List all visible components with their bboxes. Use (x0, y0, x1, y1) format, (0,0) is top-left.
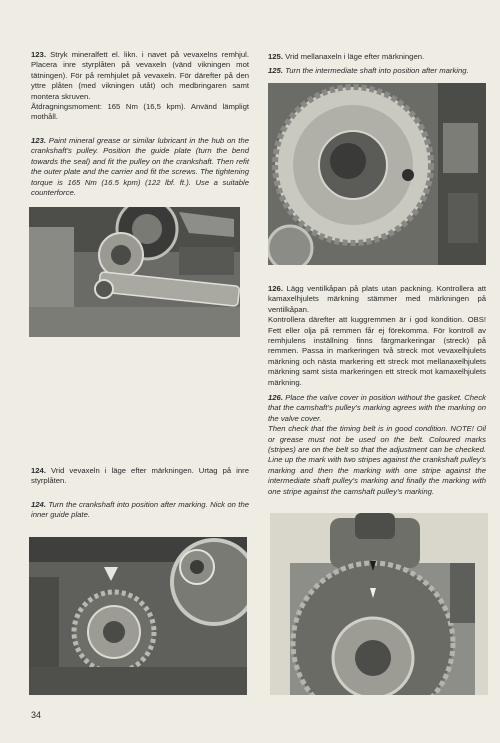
step-126-en-body-2: Then check that the timing belt is in good condition. NOTE! Oil or grease must not be used on the belt. Coloured marks (stripes) are on the belt so that the adjustment can be checked. Line up the mark with two stripes against the crankshaft pulley’s marking and then the marking with one stripe against the intermediate shaft pulley’s marking and finally the marking with one stripe against the camshaft pulley’s marking. (268, 424, 486, 496)
step-125-en-number: 125. (268, 66, 283, 75)
step-124-en-body: Turn the crankshaft into position after marking. Nick on the inner guide plate. (31, 500, 249, 520)
step-124-english (31, 500, 249, 521)
page-number: 34 (31, 710, 42, 720)
step-124-swedish (31, 466, 249, 487)
step-126-en-body: Place the valve cover in position without the gasket. Check that the camshaft’s pulley’s marking agrees with the marking on the valve cover. (268, 393, 487, 423)
step-123-swedish (31, 50, 249, 123)
step-124-number: 124. (31, 466, 46, 475)
step-123-en-number: 123. (31, 136, 46, 145)
step-125-sv-body: Vrid mellanaxeln i läge efter märkningen. (285, 52, 425, 61)
step-124-en-number: 124. (31, 500, 46, 509)
step-126-sv-body: Lägg ventilkåpan på plats utan packning. Kontrollera att kamaxelhjulets märkning stämmer med märkningen på ventilkåpan. (268, 284, 487, 314)
step-125-english (268, 66, 486, 76)
step-126-en-number: 126. (268, 393, 283, 402)
step-126-sv-body-2: Kontrollera därefter att kuggremmen är i god kondition. OBS! Fett eller olja på remmen får ej förekomma. För kontroll av remhjulens inställning finns färgmarkeringar (streck) på remmen. Passa in markeringen två streck mot vevaxelhjulets märkning och nästa markering ett streck mot mellanaxelhjulets märkning samt sista markeringen ett streck mot kamaxelhjulets märkning. (268, 315, 486, 387)
photo-crankshaft-marking (29, 537, 247, 695)
photo-crankshaft-pulley-tool (29, 207, 240, 337)
step-125-number: 125. (268, 52, 283, 61)
step-125-en-body: Turn the intermediate shaft into position after marking. (285, 66, 469, 75)
step-126-number: 126. (268, 284, 283, 293)
step-123-torque-sv: Åtdragningsmoment: 165 Nm (16,5 kpm). Använd lämpligt mothåll. (31, 102, 249, 122)
step-126-swedish (268, 284, 486, 388)
photo-camshaft-pulley-valve-cover (270, 513, 488, 695)
step-126-english (268, 393, 486, 497)
step-124-sv-body: Vrid vevaxeln i läge efter märkningen. Urtag på inre styrplåten. (31, 466, 249, 486)
step-123-english (31, 136, 249, 198)
step-123-text (31, 50, 249, 102)
step-123-en-body: Paint mineral grease or similar lubricant in the hub on the crankshaft’s pulley. Position the guide plate (turn the bend towards the seal) and fit the pulley on the crankshaft. Then refit the outer plate and the carrier and fit the screws. The tightening torque is 165 Nm (16.5 kpm) (122 lbf. ft.). Use a suitable counterforce. (31, 136, 249, 198)
step-125-swedish (268, 52, 486, 62)
step-123-number: 123. (31, 50, 46, 59)
photo-intermediate-shaft-pulley (268, 83, 486, 265)
step-123-sv-body: Stryk mineralfett el. likn. i navet på vevaxelns remhjul. Placera inre styrplåten på vevaxeln (vänd vikningen mot tätningen). För på remhjulet på vevaxeln. För därefter på den yttre plåten (med vikningen utåt) och medbringaren samt montera skruven. (31, 50, 249, 101)
